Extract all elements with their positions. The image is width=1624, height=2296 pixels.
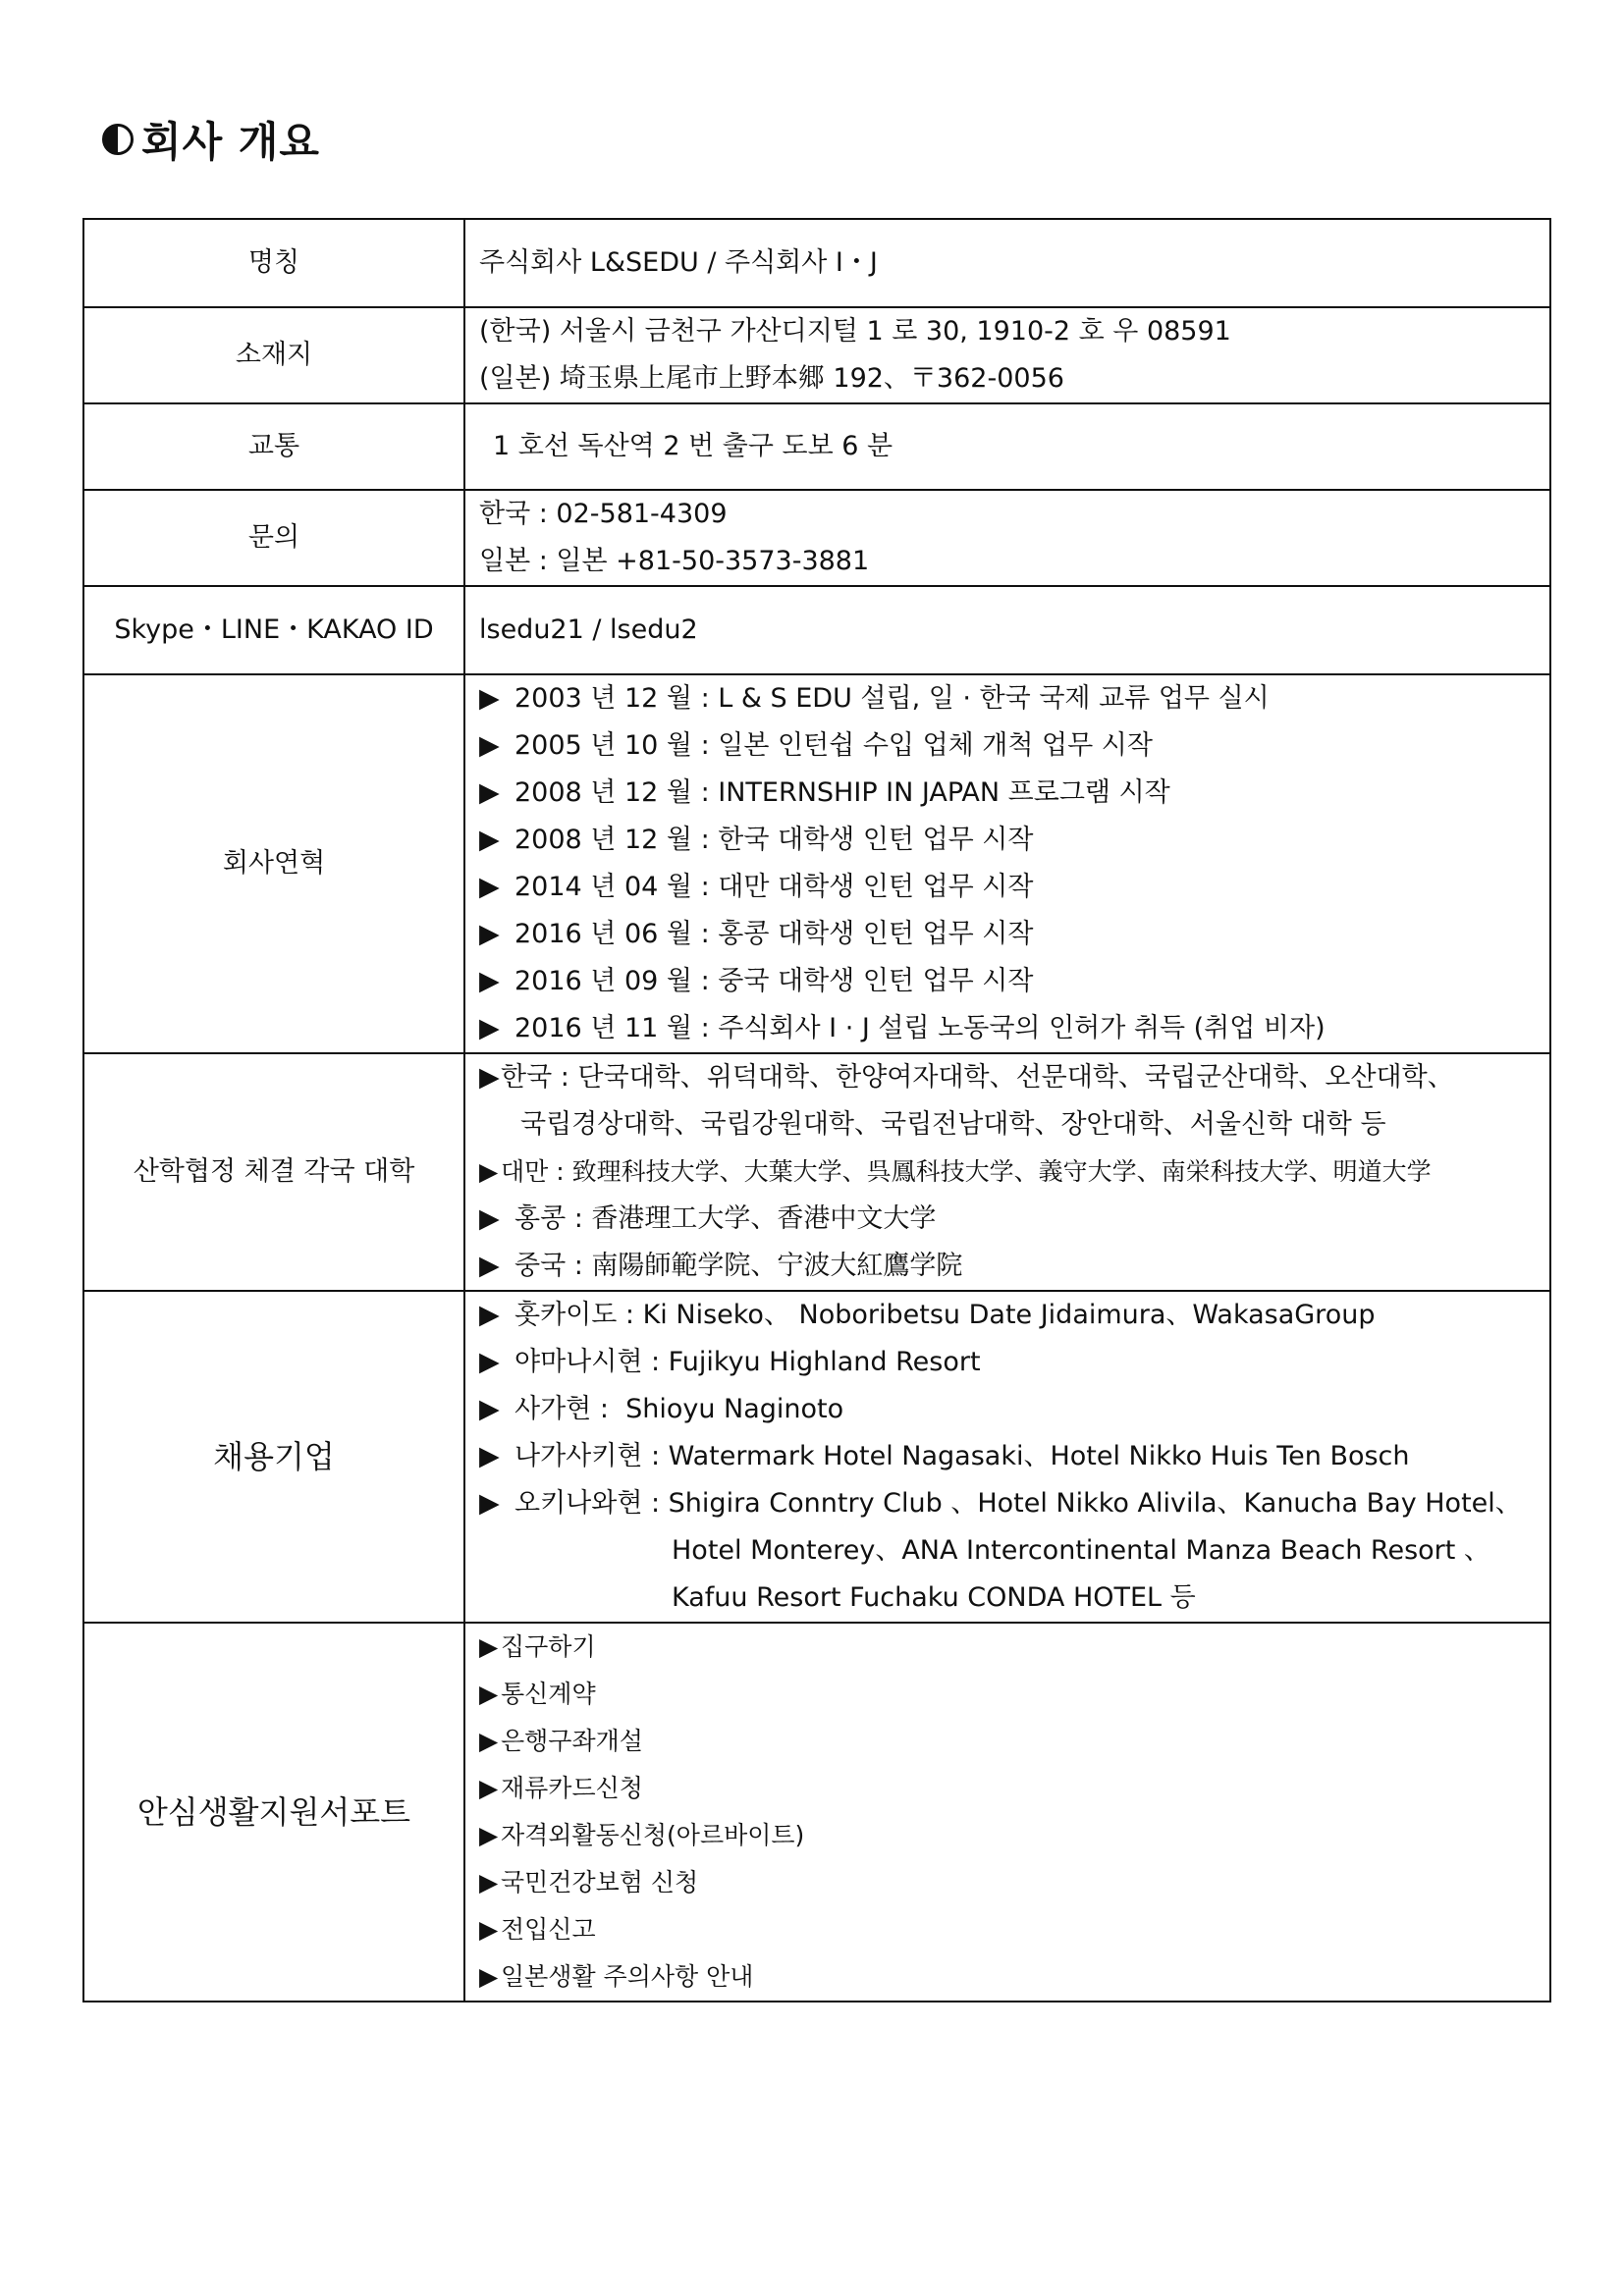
university-china: ▶ 중국 : 南陽師範学院、宁波大紅鷹学院 <box>479 1243 1536 1290</box>
employer-yamanashi: ▶ 야마나시현 : Fujikyu Highland Resort <box>479 1339 1536 1386</box>
support-label: 안심생활지원서포트 <box>83 1623 464 2002</box>
employer-okinawa: ▶ 오키나와현 : Shigira Conntry Club 、Hotel Nikko Alivila、Kanucha Bay Hotel、 <box>479 1480 1536 1527</box>
triangle-bullet-icon: ▶ <box>479 1441 500 1471</box>
transport-value <box>464 403 1550 490</box>
employers-label: 채용기업 <box>83 1291 464 1623</box>
support-item: ▶ 전입신고 <box>479 1906 1536 1953</box>
triangle-bullet-icon: ▶ <box>479 730 500 761</box>
table-row <box>83 1291 1550 1623</box>
triangle-bullet-icon: ▶ <box>479 1774 499 1802</box>
history-item: ▶ 2003 년 12 월 : L & S EDU 설립, 일 · 한국 국제 교류 업무 실시 <box>479 675 1536 722</box>
page-title-text: 회사 개요 <box>141 118 320 166</box>
contact-value <box>464 490 1550 586</box>
support-item: ▶ 국민건강보험 신청 <box>479 1859 1536 1906</box>
employer-nagasaki: ▶ 나가사키현 : Watermark Hotel Nagasaki、Hotel Nikko Huis Ten Bosch <box>479 1433 1536 1480</box>
table-row <box>83 674 1550 1053</box>
triangle-bullet-icon: ▶ <box>479 1251 500 1281</box>
triangle-bullet-icon: ▶ <box>479 1680 499 1708</box>
table-row <box>83 1623 1550 2002</box>
table-row <box>83 490 1550 586</box>
triangle-bullet-icon: ▶ <box>479 1203 500 1234</box>
contact-label: 문의 <box>83 490 464 586</box>
employer-saga: ▶ 사가현 : Shioyu Naginoto <box>479 1386 1536 1433</box>
support-item: ▶ 일본생활 주의사항 안내 <box>479 1953 1536 2001</box>
employer-hokkaido: ▶ 홋카이도 : Ki Niseko、 Noboribetsu Date Jidaimura、WakasaGroup <box>479 1292 1536 1339</box>
table-row <box>83 586 1550 674</box>
history-item: ▶ 2008 년 12 월 : 한국 대학생 인턴 업무 시작 <box>479 817 1536 864</box>
triangle-bullet-icon: ▶ <box>479 1868 499 1896</box>
contact-japan: 일본 : 일본 +81-50-3573-3881 <box>479 546 870 576</box>
transport-label: 교통 <box>83 403 464 490</box>
triangle-bullet-icon: ▶ <box>479 1632 499 1661</box>
triangle-bullet-icon: ▶ <box>479 683 500 714</box>
name-value: 주식회사 L&SEDU / 주식회사 I・J <box>464 219 1550 307</box>
support-item: ▶ 집구하기 <box>479 1624 1536 1671</box>
table-row <box>83 403 1550 490</box>
ids-value: lsedu21 / lsedu2 <box>464 586 1550 674</box>
university-taiwan: ▶ 대만 : 致理科技大学、大葉大学、呉鳳科技大学、義守大学、南栄科技大学、明道大学 <box>479 1148 1536 1196</box>
triangle-bullet-icon: ▶ <box>479 1821 499 1849</box>
history-list <box>464 674 1550 1053</box>
triangle-bullet-icon: ▶ <box>479 872 500 902</box>
triangle-bullet-icon: ▶ <box>479 1300 500 1330</box>
history-label: 회사연혁 <box>83 674 464 1053</box>
university-hongkong: ▶ 홍콩 : 香港理工大学、香港中文大学 <box>479 1196 1536 1243</box>
support-item: ▶ 은행구좌개설 <box>479 1718 1536 1765</box>
history-item: ▶ 2016 년 11 월 : 주식회사 I · J 설립 노동국의 인허가 취득 (취업 비자) <box>479 1005 1536 1052</box>
employer-okinawa-cont: Kafuu Resort Fuchaku CONDA HOTEL 등 <box>672 1582 1196 1613</box>
employers-list <box>464 1291 1550 1623</box>
name-label: 명칭 <box>83 219 464 307</box>
triangle-bullet-icon: ▶ <box>479 1062 500 1093</box>
triangle-bullet-icon: ▶ <box>479 777 500 808</box>
triangle-bullet-icon: ▶ <box>479 1727 499 1755</box>
support-list <box>464 1623 1550 2002</box>
universities-list <box>464 1053 1550 1291</box>
location-value <box>464 307 1550 403</box>
company-overview-table <box>82 218 1551 2002</box>
employer-okinawa-cont: Hotel Monterey、ANA Intercontinental Manza Beach Resort 、 <box>672 1535 1490 1566</box>
history-item: ▶ 2016 년 06 월 : 홍콩 대학생 인턴 업무 시작 <box>479 911 1536 958</box>
page-title <box>102 110 320 169</box>
triangle-bullet-icon: ▶ <box>479 966 500 996</box>
triangle-bullet-icon: ▶ <box>479 825 500 855</box>
university-korea: ▶한국 : 단국대학、위덕대학、한양여자대학、선문대학、국립군산대학、오산대학、 <box>479 1054 1536 1101</box>
triangle-bullet-icon: ▶ <box>479 1157 499 1186</box>
ids-label: Skype・LINE・KAKAO ID <box>83 586 464 674</box>
support-item: ▶ 통신계약 <box>479 1671 1536 1718</box>
history-item: ▶ 2014 년 04 월 : 대만 대학생 인턴 업무 시작 <box>479 864 1536 911</box>
location-label: 소재지 <box>83 307 464 403</box>
universities-label: 산학협정 체결 각국 대학 <box>83 1053 464 1291</box>
history-item: ▶ 2016 년 09 월 : 중국 대학생 인턴 업무 시작 <box>479 958 1536 1005</box>
half-circle-icon <box>102 124 134 155</box>
triangle-bullet-icon: ▶ <box>479 1915 499 1944</box>
triangle-bullet-icon: ▶ <box>479 1013 500 1043</box>
table-row <box>83 307 1550 403</box>
location-japan: (일본) 埼玉県上尾市上野本郷 192、〒362-0056 <box>479 363 1064 394</box>
university-korea-cont: 국립경상대학、국립강원대학、국립전남대학、장안대학、서울신학 대학 등 <box>520 1109 1386 1140</box>
contact-korea: 한국 : 02-581-4309 <box>479 499 728 529</box>
transport-text: 1 호선 독산역 2 번 출구 도보 6 분 <box>493 431 893 461</box>
history-item: ▶ 2005 년 10 월 : 일본 인턴쉽 수입 업체 개척 업무 시작 <box>479 722 1536 770</box>
location-korea: (한국) 서울시 금천구 가산디지털 1 로 30, 1910-2 호 우 08591 <box>479 316 1231 347</box>
triangle-bullet-icon: ▶ <box>479 1962 499 1991</box>
support-item: ▶ 재류카드신청 <box>479 1765 1536 1812</box>
triangle-bullet-icon: ▶ <box>479 919 500 949</box>
support-item: ▶ 자격외활동신청(아르바이트) <box>479 1812 1536 1859</box>
triangle-bullet-icon: ▶ <box>479 1347 500 1377</box>
table-row <box>83 1053 1550 1291</box>
triangle-bullet-icon: ▶ <box>479 1488 500 1519</box>
history-item: ▶ 2008 년 12 월 : INTERNSHIP IN JAPAN 프로그램 시작 <box>479 770 1536 817</box>
table-row <box>83 219 1550 307</box>
triangle-bullet-icon: ▶ <box>479 1394 500 1424</box>
